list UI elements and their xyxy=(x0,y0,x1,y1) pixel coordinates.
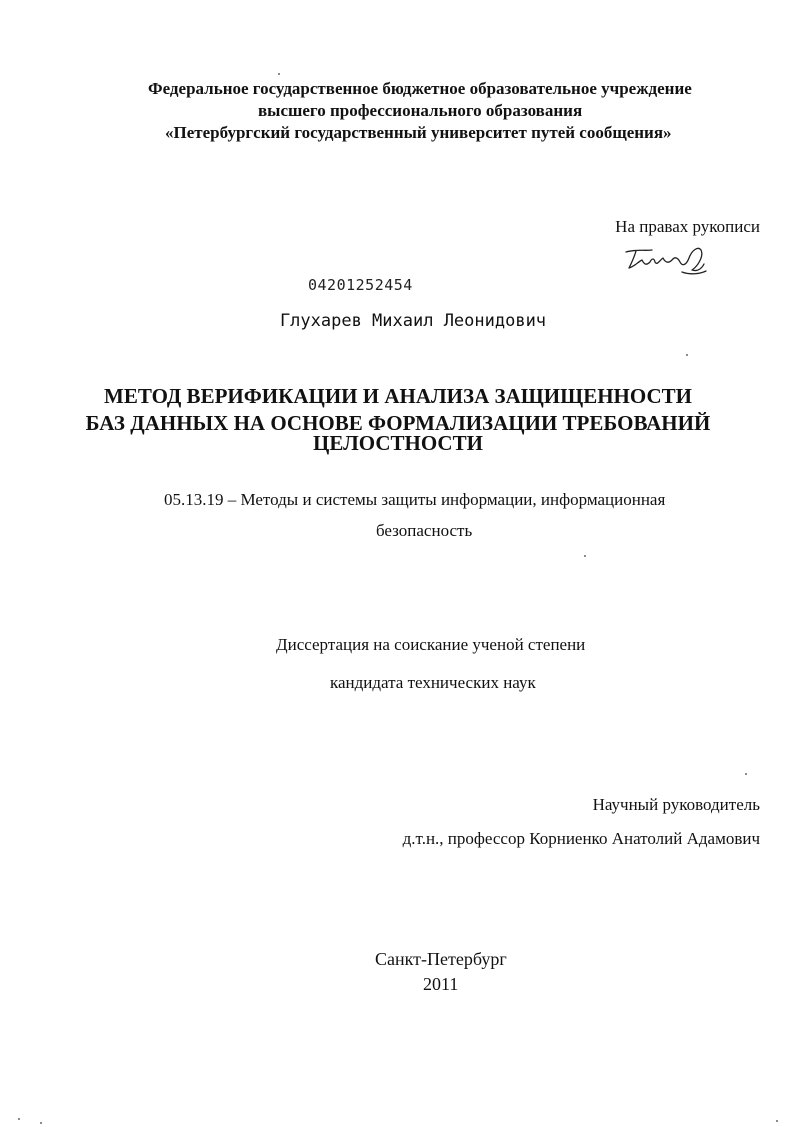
author-name: Глухарев Михаил Леонидович xyxy=(279,311,547,331)
year: 2011 xyxy=(423,974,459,994)
degree-line-1: Диссертация на соискание ученой степени xyxy=(276,635,586,654)
degree-line-2: кандидата технических наук xyxy=(330,673,536,692)
rights-notice: На правах рукописи xyxy=(615,217,760,236)
scan-speck xyxy=(745,773,747,775)
institution-line-3: «Петербургский государственный университет путей сообщения» xyxy=(165,123,672,142)
institution-line-1: Федеральное государственное бюджетное образовательное учреждение xyxy=(148,79,692,98)
scan-speck xyxy=(584,555,586,557)
title-line-1: МЕТОД ВЕРИФИКАЦИИ И АНАЛИЗА ЗАЩИЩЕННОСТИ xyxy=(104,384,692,408)
advisor-name: д.т.н., профессор Корниенко Анатолий Адамович xyxy=(402,829,760,848)
scan-speck xyxy=(278,73,280,75)
specialty-line-2: безопасность xyxy=(376,521,473,540)
handwritten-signature xyxy=(622,244,708,278)
catalog-number: 04201252454 xyxy=(308,276,413,294)
specialty-line-1: 05.13.19 – Методы и системы защиты информации, информационная xyxy=(164,490,666,509)
scan-speck xyxy=(776,1120,778,1122)
title-line-3: ЦЕЛОСТНОСТИ xyxy=(313,431,483,455)
advisor-label: Научный руководитель xyxy=(592,795,760,814)
title-line-2: БАЗ ДАННЫХ НА ОСНОВЕ ФОРМАЛИЗАЦИИ ТРЕБОВАНИЙ xyxy=(85,411,711,435)
scan-speck xyxy=(686,354,688,356)
institution-line-2: высшего профессионального образования xyxy=(258,101,583,120)
city: Санкт-Петербург xyxy=(375,949,507,969)
scan-speck xyxy=(40,1122,42,1124)
scan-speck xyxy=(18,1118,20,1120)
